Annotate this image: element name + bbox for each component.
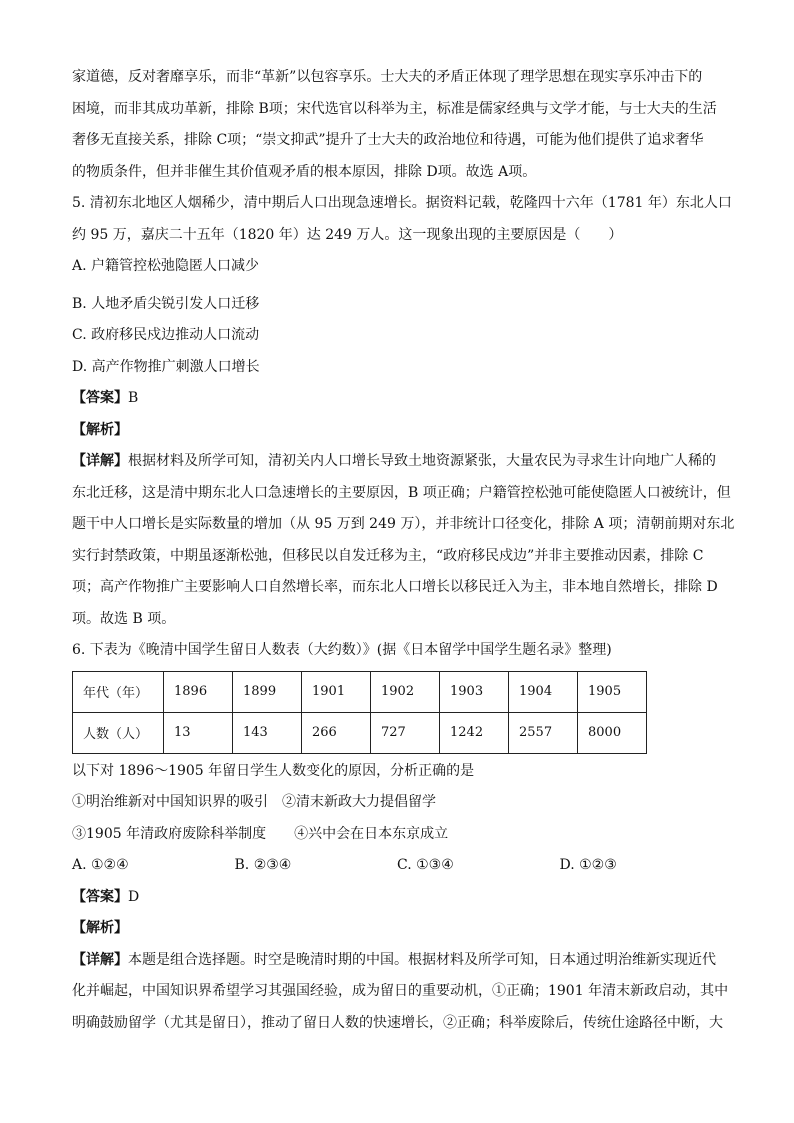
- detail-tag: 【详解】: [72, 951, 128, 968]
- intro-line: 困境，而非其成功革新，排除 B项；宋代选官以科举为主，标准是儒家经典与文学才能，与士大夫的生活: [72, 100, 717, 117]
- analysis-tag: 【解析】: [72, 920, 128, 936]
- table-cell-count: 13: [164, 712, 233, 753]
- question-6-choice-b: B. ②③④: [234, 857, 292, 873]
- detail-line: 东北迁移，这是清中期东北人口急速增长的主要原因，B 项正确；户籍管控松弛可能使隐匿人口被统计，但: [72, 484, 731, 501]
- question-6-choices: [72, 850, 722, 882]
- table-cell-count: 727: [371, 712, 440, 753]
- question-5-stem-line: 约 95 万，嘉庆二十五年（1820 年）达 249 万人。这一现象出现的主要原因是（ ）: [72, 226, 623, 243]
- table-cell-year: 1902: [371, 671, 440, 712]
- question-6-choice-a: A. ①②④: [72, 857, 129, 873]
- detail-line: 实行封禁政策，中期虽逐渐松弛，但移民以自发迁移为主，“政府移民戍边”并非主要推动因素，排除 C: [72, 547, 704, 564]
- detail-line: 项；高产作物推广主要影响人口自然增长率，而东北人口增长以移民迁入为主，非本地自然增长，排除 D: [72, 579, 718, 595]
- detail-line: 题干中人口增长是实际数量的增加（从 95 万到 249 万），并非统计口径变化，排除 A 项；清朝前期对东北: [72, 516, 735, 532]
- intro-paragraph: [72, 62, 722, 188]
- table-cell-year: 1901: [302, 671, 371, 712]
- intro-line: 家道德，反对奢靡享乐，而非“革新”以包容享乐。士大夫的矛盾正体现了理学思想在现实享乐冲击下的: [72, 69, 703, 85]
- question-6-question-line: 以下对 1896～1905 年留日学生人数变化的原因，分析正确的是: [72, 762, 475, 779]
- table-row-header: 年代（年）: [73, 671, 164, 712]
- detail-line: 项。故选 B 项。: [72, 610, 176, 627]
- question-6-statement: ①明治维新对中国知识界的吸引 ②清末新政大力提倡留学: [72, 794, 436, 810]
- answer-value: B: [128, 390, 139, 406]
- question-6-detail: [72, 945, 729, 1040]
- question-5-option-c: C. 政府移民戍边推动人口流动: [72, 327, 260, 343]
- question-5-option-b: B. 人地矛盾尖锐引发人口迁移: [72, 295, 260, 312]
- question-6-choice-d: D. ①②③: [559, 857, 617, 873]
- question-5-analysis-heading: [72, 415, 722, 447]
- question-5-option-d: D. 高产作物推广刺激人口增长: [72, 358, 260, 375]
- question-5-detail: [72, 446, 735, 635]
- detail-line: [72, 945, 722, 977]
- question-6-answer: [72, 882, 722, 914]
- table-row: [73, 671, 647, 712]
- analysis-tag: 【解析】: [72, 421, 128, 438]
- table-cell-count: 8000: [578, 712, 647, 753]
- table-cell-count: 266: [302, 712, 371, 753]
- intro-line: 奢侈无直接关系，排除 C项；“崇文抑武”提升了士大夫的政治地位和待遇，可能为他们提供了追求奢华: [72, 132, 704, 148]
- detail-tag: 【详解】: [72, 453, 128, 469]
- detail-text: 根据材料及所学可知，清初关内人口增长导致土地资源紧张，大量农民为寻求生计向地广人稀的: [128, 453, 716, 469]
- answer-tag: 【答案】: [72, 888, 128, 905]
- question-5: [72, 188, 735, 635]
- table-cell-year: 1899: [233, 671, 302, 712]
- table-cell-count: 2557: [509, 712, 578, 753]
- question-6-stem: 6. 下表为《晚清中国学生留日人数表（大约数）》(据《日本留学中国学生题名录》整理): [72, 642, 612, 658]
- question-6-choice-c: C. ①③④: [397, 857, 454, 873]
- intro-line: 的物质条件，但并非催生其价值观矛盾的根本原因，排除 D项。故选 A项。: [72, 163, 537, 180]
- detail-line: 明确鼓励留学（尤其是留日），推动了留日人数的快速增长，②正确；科举废除后，传统仕途路径中断，大: [72, 1014, 723, 1031]
- table-row: [73, 712, 647, 753]
- table-row-header: 人数（人）: [73, 712, 164, 753]
- question-5-answer: [72, 383, 722, 415]
- detail-text: 本题是组合选择题。时空是晚清时期的中国。根据材料及所学可知，日本通过明治维新实现近代: [128, 951, 716, 968]
- question-6-analysis-heading: [72, 913, 722, 945]
- table-cell-year: 1903: [440, 671, 509, 712]
- detail-line: [72, 446, 722, 478]
- table-cell-count: 1242: [440, 712, 509, 753]
- question-6: [72, 635, 729, 1039]
- detail-line: 化并崛起，中国知识界希望学习其强国经验，成为留日的重要动机，①正确；1901 年清末新政启动，其中: [72, 983, 729, 999]
- question-5-option-a: A. 户籍管控松弛隐匿人口减少: [72, 258, 260, 274]
- table-cell-year: 1905: [578, 671, 647, 712]
- question-5-stem-line: 5. 清初东北地区人烟稀少，清中期后人口出现急速增长。据资料记载，乾隆四十六年（1781 年）东北人口: [72, 195, 732, 211]
- answer-tag: 【答案】: [72, 390, 128, 406]
- table-cell-year: 1896: [164, 671, 233, 712]
- study-abroad-table: [72, 671, 647, 754]
- table-cell-year: 1904: [509, 671, 578, 712]
- table-cell-count: 143: [233, 712, 302, 753]
- answer-value: D: [128, 888, 140, 905]
- question-6-statement: ③1905 年清政府废除科举制度 ④兴中会在日本东京成立: [72, 825, 449, 842]
- document-page: [72, 62, 735, 1039]
